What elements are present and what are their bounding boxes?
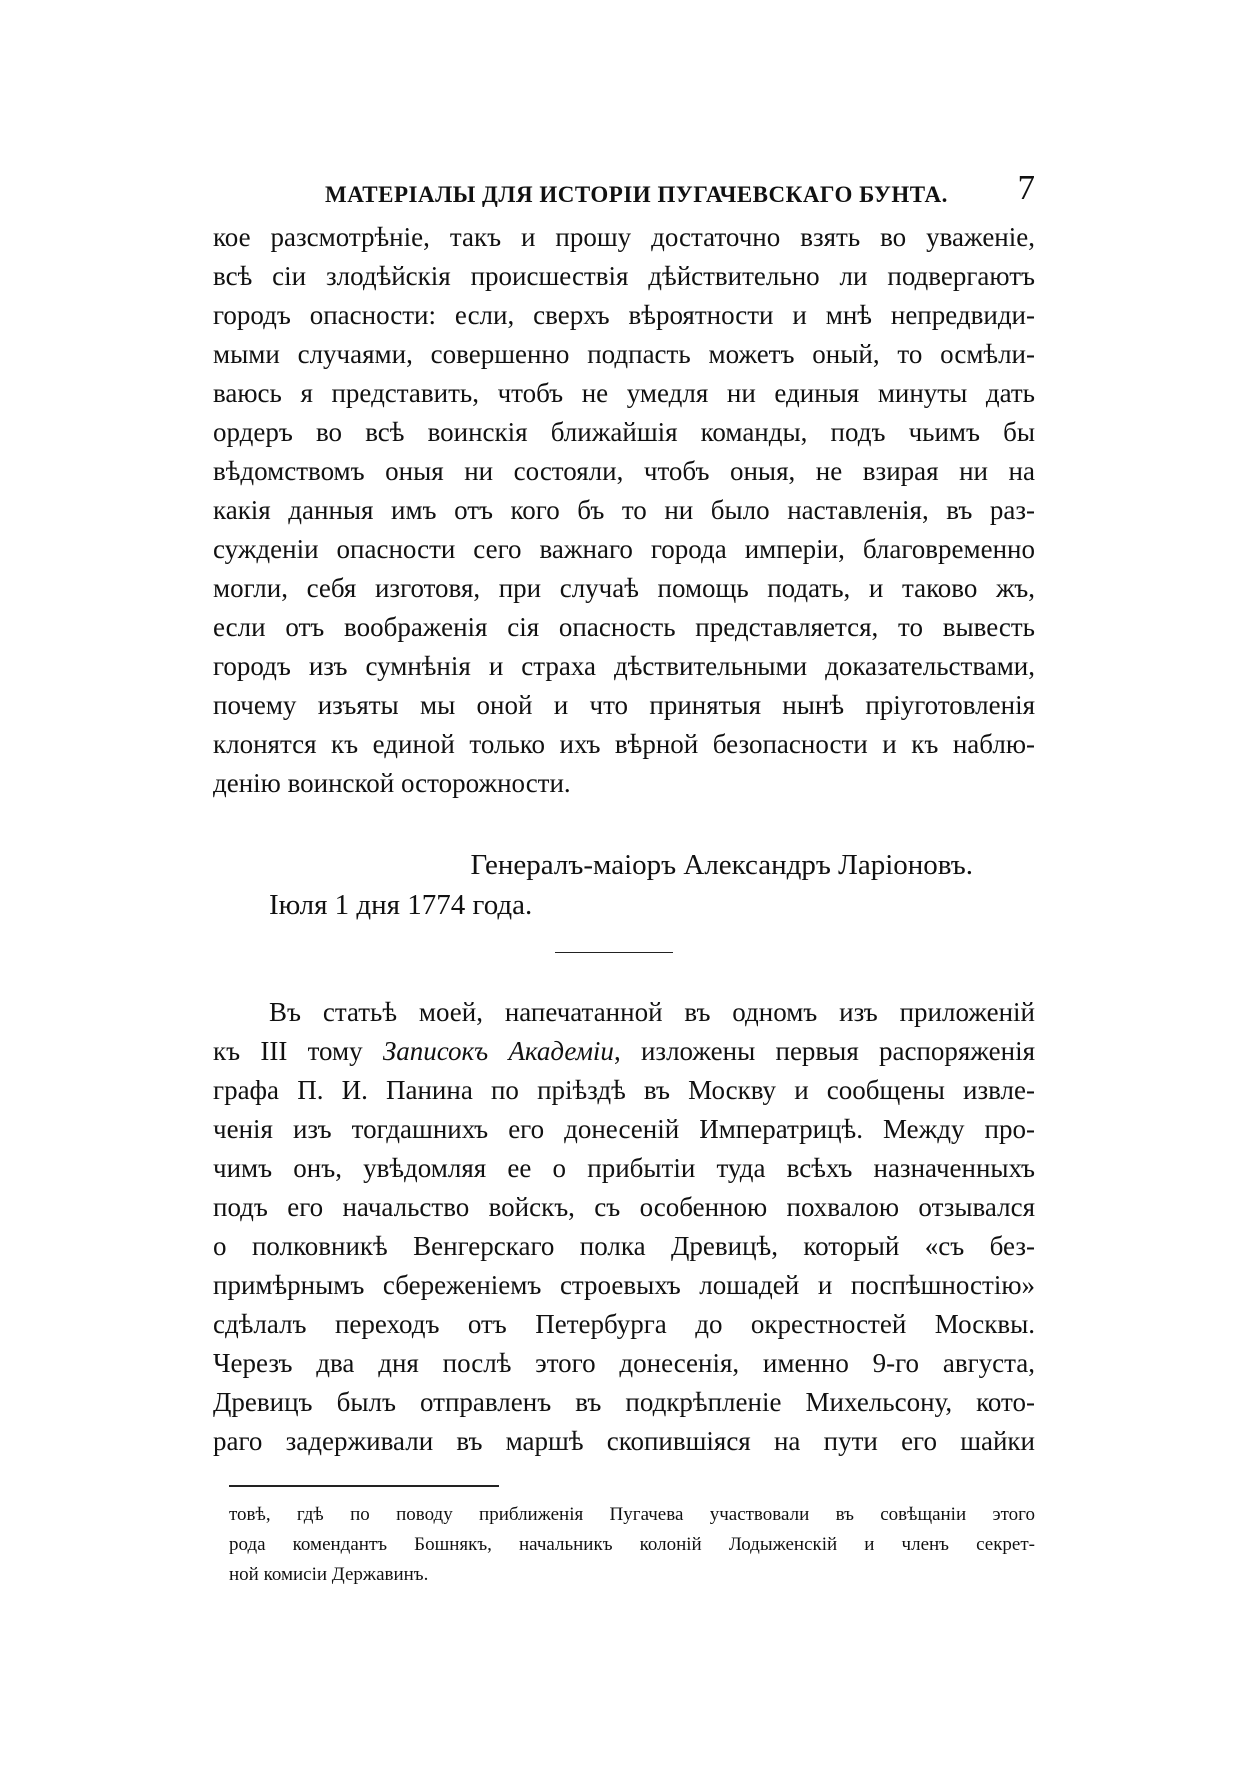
text-line: почему изъяты мы оной и что принятыя нынѣ пріуготовленія <box>213 690 1035 720</box>
page-number: 7 <box>1017 168 1035 207</box>
text-line: могли, себя изготовя, при случаѣ помощь подать, и таково жъ, <box>213 573 1035 603</box>
footnote-line: ной комисіи Державинъ. <box>229 1564 429 1585</box>
text-line: городъ опасности: если, сверхъ вѣроятности и мнѣ непредвиди- <box>213 300 1035 330</box>
signature: Генералъ-маіоръ Александръ Ларіоновъ. <box>470 849 973 881</box>
text-line: городъ изъ сумнѣнія и страха дѣствительными доказательствами, <box>213 651 1035 681</box>
text-line: всѣ сіи злодѣйскія происшествія дѣйствительно ли подвергаютъ <box>213 261 1035 291</box>
footnote-line: товѣ, гдѣ по поводу приближенія Пугачева участвовали въ совѣщаніи этого <box>229 1504 1035 1525</box>
text-line: графа П. И. Панина по пріѣздѣ въ Москву и сообщены извле- <box>213 1075 1035 1105</box>
text-line: чимъ онъ, увѣдомляя ее о прибытіи туда всѣхъ назначенныхъ <box>213 1153 1035 1183</box>
text-line: ченія изъ тогдашнихъ его донесеній Императрицѣ. Между про- <box>213 1114 1035 1144</box>
running-title: МАТЕРІАЛЫ ДЛЯ ИСТОРІИ ПУГАЧЕВСКАГО БУНТА. <box>325 182 948 207</box>
text-line: Древицъ былъ отправленъ въ подкрѣпленіе Михельсону, кото- <box>213 1387 1035 1417</box>
text-line: подъ его начальство войскъ, съ особенною похвалою отзывался <box>213 1192 1035 1222</box>
text-line: примѣрнымъ сбереженіемъ строевыхъ лошадей и поспѣшностію» <box>213 1270 1035 1300</box>
text-line: Въ статьѣ моей, напечатанной въ одномъ изъ приложеній <box>269 997 1035 1027</box>
footnote-line: рода комендантъ Бошнякъ, начальникъ колоній Лодыженскій и членъ секрет- <box>229 1534 1035 1555</box>
text-line: мыми случаями, совершенно подпасть можетъ оный, то осмѣли- <box>213 339 1035 369</box>
text-line: о полковникѣ Венгерскаго полка Древицѣ, который «съ без- <box>213 1231 1035 1261</box>
text-line: сдѣлалъ переходъ отъ Петербурга до окрестностей Москвы. <box>213 1309 1035 1339</box>
footnote-divider <box>229 1485 499 1487</box>
article-body <box>213 993 1035 1461</box>
page-header <box>213 160 1035 207</box>
text-line: ваюсь я представить, чтобъ не умедля ни единыя минуты дать <box>213 378 1035 408</box>
text-line: клонятся къ единой только ихъ вѣрной безопасности и къ наблю- <box>213 729 1035 759</box>
text-line: Черезъ два дня послѣ этого донесенія, именно 9-го августа, <box>213 1348 1035 1378</box>
text-line: раго задерживали въ маршѣ скопившіяся на пути его шайки <box>213 1426 1035 1456</box>
text-line: вѣдомствомъ оныя ни состояли, чтобъ оныя, не взирая ни на <box>213 456 1035 486</box>
footnote <box>229 1500 1035 1590</box>
publication-title: Записокъ Академіи <box>382 1036 614 1066</box>
text-line: какія данныя имъ отъ кого бъ то ни было наставленія, въ раз- <box>213 495 1035 525</box>
text-line: если отъ воображенія сія опасность представляется, то вывесть <box>213 612 1035 642</box>
text-line: ордеръ во всѣ воинскія ближайшія команды, подъ чьимъ бы <box>213 417 1035 447</box>
text-line: денію воинской осторожности. <box>213 768 571 798</box>
section-divider <box>555 952 673 953</box>
letter-date: Іюля 1 дня 1774 года. <box>269 889 533 921</box>
text-line-with-title <box>213 1032 1035 1071</box>
text-line: кое разсмотрѣніе, такъ и прошу достаточно взять во уваженіе, <box>213 222 1035 252</box>
text-fragment: къ III тому <box>213 1036 383 1066</box>
text-fragment: , изложены первыя распоряженія <box>613 1036 1035 1066</box>
text-line: сужденіи опасности сего важнаго города имперіи, благовременно <box>213 534 1035 564</box>
letter-body <box>213 218 1035 803</box>
